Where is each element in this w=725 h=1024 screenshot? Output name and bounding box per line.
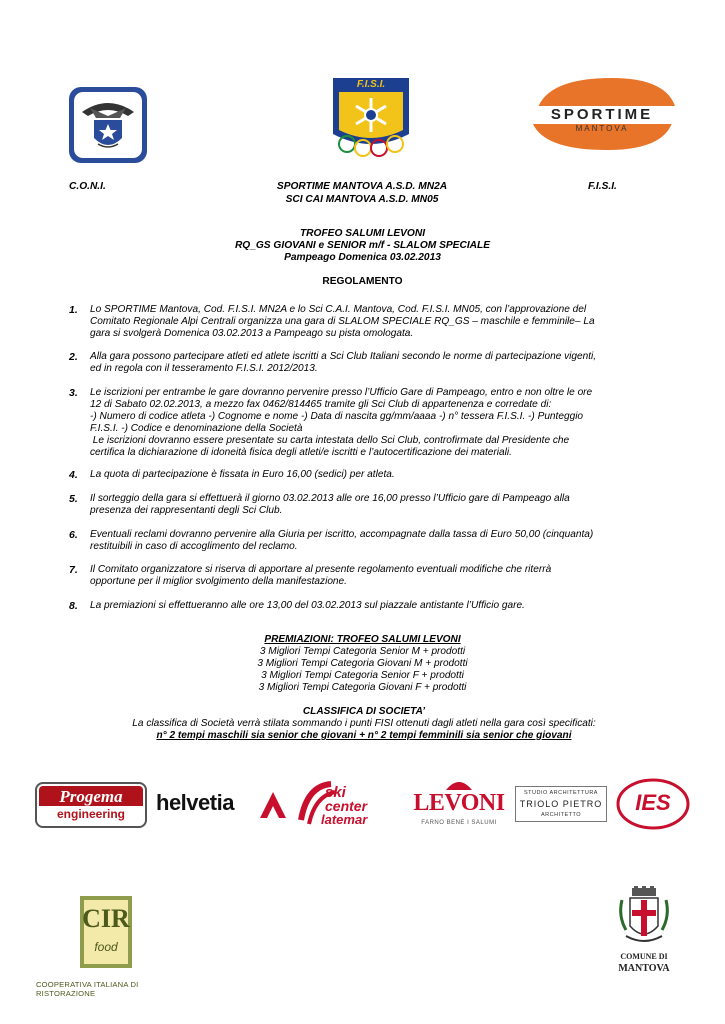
progema-sub: engineering (56, 807, 125, 821)
cir-food-logo (30, 896, 190, 996)
rule-item-4 (69, 469, 659, 483)
rule-line: Lo SPORTIME Mantova, Cod. F.I.S.I. MN2A e lo Sci C.A.I. Mantova, Cod. F.I.S.I. MN05, con l’approvazione del (90, 304, 587, 315)
comune-mantova-logo (612, 886, 676, 978)
rule-text (90, 564, 659, 588)
title-line-2: RQ_GS GIOVANI e SENIOR m/f - SLALOM SPECIALE (234, 240, 491, 251)
rule-line: 12 di Sabato 02.02.2013, a mezzo fax 0462/814465 tramite gli Sci Club di appartenenza e corredate di: (90, 399, 552, 410)
cir-text: CIR (82, 904, 130, 933)
levoni-logo (409, 778, 509, 830)
rule-text (90, 387, 659, 459)
rule-text (90, 493, 659, 517)
rule-number: 2. (69, 351, 78, 363)
rule-line: restituibili in caso di accoglimento del reclamo. (90, 541, 298, 552)
rule-line: presenza dei rappresentanti degli Sci Club. (90, 505, 283, 516)
rule-item-3 (69, 387, 659, 461)
rule-item-7 (69, 564, 659, 590)
fisi-logo (331, 76, 411, 162)
levoni-text: LEVONI (413, 790, 505, 816)
rule-item-6 (69, 529, 659, 555)
progema-logo (35, 782, 147, 828)
classifica-section (69, 706, 659, 742)
triolo-logo (515, 786, 607, 822)
latemar-text: latemar (321, 812, 368, 827)
premiazioni-section (150, 634, 575, 694)
header-fisi: F.I.S.I. (588, 181, 617, 192)
ies-text: IES (635, 790, 671, 815)
premiazioni-line: 3 Migliori Tempi Categoria Senior M + prodotti (259, 646, 466, 657)
fisi-logo-text: F.I.S.I. (356, 79, 386, 90)
comune-text-2: MANTOVA (618, 963, 670, 974)
classifica-title: CLASSIFICA DI SOCIETA’ (302, 706, 426, 717)
rule-item-5 (69, 493, 659, 519)
premiazioni-line: 3 Migliori Tempi Categoria Giovani M + prodotti (257, 658, 468, 669)
classifica-line-2: n° 2 tempi maschili sia senior che giovani + n° 2 tempi femminili sia senior che giovani (156, 730, 572, 741)
rule-line: Le iscrizioni dovranno essere presentate su carta intestata dello Sci Club, controfirmate dal Presidente che (90, 435, 570, 446)
classifica-line-1: La classifica di Società verrà stilata sommando i punti FISI ottenuti dagli atleti nella gara così specificati: (132, 718, 596, 729)
header-center-1: SPORTIME MANTOVA A.S.D. MN2A (276, 181, 448, 192)
header-center-2: SCI CAI MANTOVA A.S.D. MN05 (285, 194, 439, 205)
regolamento-heading: REGOLAMENTO (322, 276, 403, 287)
rule-text (90, 469, 659, 481)
rule-number: 6. (69, 529, 78, 541)
rule-line: Comitato Regionale Alpi Centrali organizza una gara di SLALOM SPECIALE RQ_GS – maschile e femminile– La (90, 316, 595, 327)
center-text: center (325, 798, 368, 814)
rule-number: 4. (69, 469, 78, 481)
ski-text: ski (325, 784, 346, 801)
triolo-line-3: ARCHITETTO (540, 812, 582, 818)
progema-text: Progema (59, 787, 123, 806)
comune-text-1: COMUNE DI (620, 952, 668, 961)
helvetia-logo (156, 788, 290, 822)
rule-line: La quota di partecipazione è fissata in Euro 16,00 (sedici) per atleta. (90, 469, 395, 480)
sportime-text: SPORTIME (550, 106, 654, 123)
premiazioni-line: 3 Migliori Tempi Categoria Giovani F + prodotti (258, 682, 467, 693)
cai-logo (68, 86, 148, 164)
header-coni: C.O.N.I. (69, 181, 106, 192)
rule-line: F.I.S.I. -) Codice e denominazione della Società (90, 423, 303, 434)
rule-number: 3. (69, 387, 78, 399)
ies-logo (616, 776, 690, 830)
rule-line: Eventuali reclami dovranno pervenire alla Giuria per iscritto, accompagnate dalla tassa di Euro 50,00 (cinquanta) (90, 529, 594, 540)
rule-line: Alla gara possono partecipare atleti ed atlete iscritti a Sci Club Italiani secondo le norme di partecipazione vigenti, (90, 351, 597, 362)
sportime-logo (527, 76, 677, 152)
triolo-line-2: TRIOLO PIETRO (519, 799, 603, 809)
premiazioni-line: 3 Migliori Tempi Categoria Senior F + prodotti (261, 670, 464, 681)
rule-text (90, 529, 659, 553)
rule-text (90, 351, 659, 375)
rule-line: Le iscrizioni per entrambe le gare dovranno pervenire presso l’Ufficio Gare di Pampeago, entro e non oltre le ore (90, 387, 593, 398)
helvetia-text: helvetia (156, 790, 234, 815)
ski-center-logo (297, 778, 401, 832)
levoni-sub: FARNO BENE I SALUMI (421, 820, 497, 826)
sportime-sub: MANTOVA (575, 124, 629, 133)
rule-number: 8. (69, 600, 78, 612)
rule-line: certifica la dichiarazione di idoneità fisica degli atleti/e iscritti e l’autocertificazione dei materiali. (90, 447, 512, 458)
triolo-line-1: STUDIO ARCHITETTURA (524, 790, 598, 796)
rule-item-1 (69, 304, 659, 342)
cir-food-text: food (94, 940, 118, 954)
rule-line: Il sorteggio della gara si effettuerà il giorno 03.02.2013 alle ore 16,00 presso l’Ufficio gare di Pampeago alla (90, 493, 570, 504)
rule-line: opportune per il miglior svolgimento della manifestazione. (90, 576, 347, 587)
rule-number: 5. (69, 493, 78, 505)
rule-line: -) Numero di codice atleta -) Cognome e nome -) Data di nascita gg/mm/aaaa -) n° tessera F.I.S.I. -) Punteggio (90, 411, 584, 422)
rule-line: Il Comitato organizzatore si riserva di apportare al presente regolamento eventuali modifiche che riterrà (90, 564, 552, 575)
rule-item-8 (69, 600, 659, 614)
cir-sub-text: COOPERATIVA ITALIANA DI RISTORAZIONE (36, 980, 139, 998)
rule-number: 1. (69, 304, 78, 316)
rule-number: 7. (69, 564, 78, 576)
rule-text (90, 304, 659, 340)
rule-line: gara si svolgerà Domenica 03.02.2013 a Pampeago su pista omologata. (90, 328, 414, 339)
rule-line: ed in regola con il tesseramento F.I.S.I. 2012/2013. (90, 363, 318, 374)
title-line-1: TROFEO SALUMI LEVONI (299, 228, 426, 239)
rule-line: La premiazioni si effettueranno alle ore 13,00 del 03.02.2013 sul piazzale antistante l’Ufficio gare. (90, 600, 525, 611)
rule-item-2 (69, 351, 659, 377)
premiazioni-title: PREMIAZIONI: TROFEO SALUMI LEVONI (264, 634, 461, 645)
title-line-3: Pampeago Domenica 03.02.2013 (284, 252, 441, 263)
rule-text (90, 600, 659, 612)
